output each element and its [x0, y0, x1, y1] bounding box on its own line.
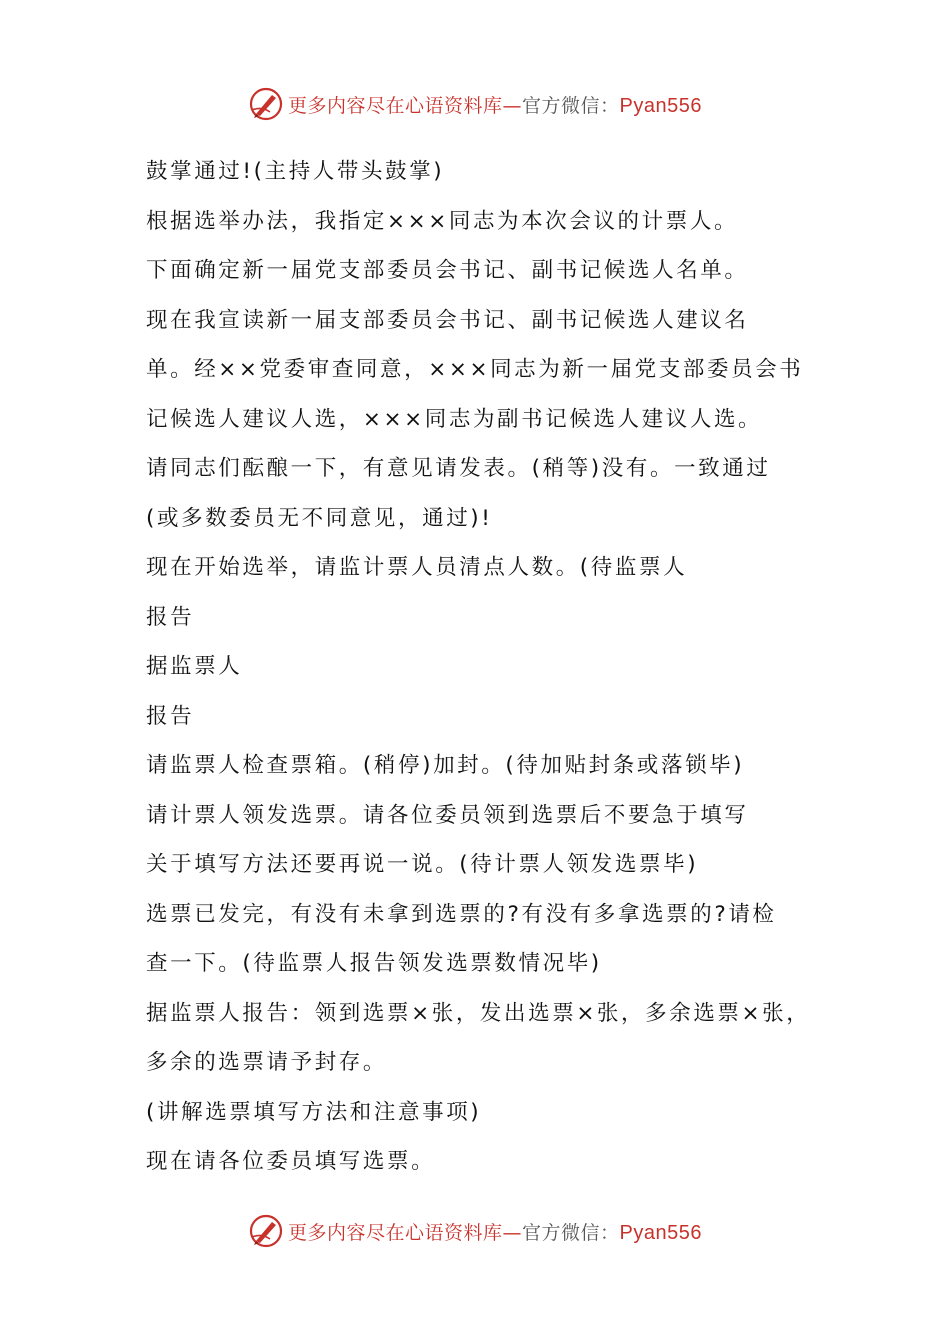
text-line: 根据选举办法，我指定×××同志为本次会议的计票人。 [146, 208, 739, 234]
banner-site-text: 更多内容尽在心语资料库 [288, 94, 503, 117]
footer-banner [0, 1211, 950, 1251]
banner-wechat-label: 官方微信： [522, 94, 620, 117]
text-line: 请同志们酝酿一下，有意见请发表。(稍等)没有。一致通过 [146, 456, 771, 481]
banner-text [288, 91, 702, 118]
banner-site-text: 更多内容尽在心语资料库 [288, 1221, 503, 1244]
banner-wechat-id: Pyan556 [619, 94, 702, 117]
text-line: 请计票人领发选票。请各位委员领到选票后不要急于填写 [146, 802, 749, 828]
text-line: 关于填写方法还要再说一说。(待计票人领发选票毕) [146, 852, 699, 877]
text-line: 选票已发完，有没有未拿到选票的?有没有多拿选票的?请检 [146, 901, 777, 927]
pen-logo-icon [248, 86, 284, 122]
text-line: 现在开始选举，请监计票人员清点人数。(待监票人 [146, 555, 688, 580]
text-line: 现在我宣读新一届支部委员会书记、副书记候选人建议名 [146, 307, 749, 333]
pen-logo-icon [248, 1213, 284, 1249]
text-line: 据监票人报告：领到选票×张，发出选票×张，多余选票×张， [146, 1000, 811, 1026]
banner-dash: — [502, 1221, 523, 1244]
text-line: 报告 [146, 604, 195, 630]
text-line: (或多数委员无不同意见，通过)! [146, 505, 493, 531]
document-body [146, 147, 836, 1187]
text-line: 据监票人 [146, 654, 243, 679]
text-line: 查一下。(待监票人报告领发选票数情况毕) [146, 951, 602, 976]
text-line: 记候选人建议人选，×××同志为副书记候选人建议人选。 [146, 406, 763, 432]
text-line: 多余的选票请予封存。 [146, 1050, 388, 1075]
banner-wechat-label: 官方微信： [522, 1221, 620, 1244]
header-banner [0, 84, 950, 124]
text-line: 报告 [146, 703, 195, 729]
text-line: 下面确定新一届党支部委员会书记、副书记候选人名单。 [146, 258, 749, 283]
banner-dash: — [502, 94, 523, 117]
text-line: (讲解选票填写方法和注意事项) [146, 1099, 482, 1125]
text-line: 单。经××党委审查同意，×××同志为新一届党支部委员会书 [146, 357, 804, 382]
banner-wechat-id: Pyan556 [619, 1221, 702, 1244]
text-line: 请监票人检查票箱。(稍停)加封。(待加贴封条或落锁毕) [146, 753, 745, 778]
banner-text [288, 1218, 702, 1245]
text-line: 现在请各位委员填写选票。 [146, 1149, 436, 1174]
text-line: 鼓掌通过!(主持人带头鼓掌) [146, 159, 445, 184]
